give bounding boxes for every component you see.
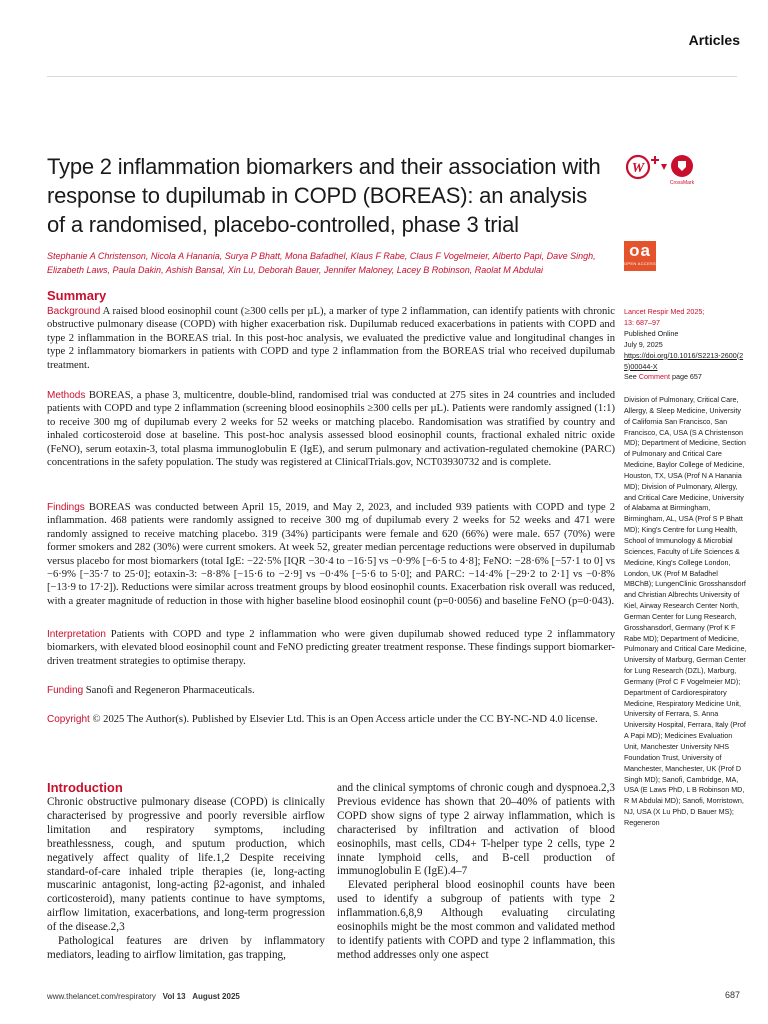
page-number: 687 [724,990,740,1000]
abstract-funding [47,684,615,697]
comment-link[interactable]: Comment [638,372,670,382]
funding-label: Funding [47,685,84,696]
see-suffix: page 657 [669,372,702,382]
journal-volume: 13: 687–97 [624,317,660,327]
copyright-text: © 2025 The Author(s). Published by Elsevier Ltd. This is an Open Access article under the CC BY-NC-ND 4.0 license. [89,714,598,725]
crossmark-icon[interactable] [624,152,700,186]
copyright-label: Copyright [47,714,90,725]
intro-paragraph: Pathological features are driven by inflammatory mediators, leading to airflow limitation, gas trapping, [47,935,325,961]
introduction-column-right [337,782,615,963]
footer-volume: Vol 13 [162,992,186,1001]
abstract-background [47,305,615,372]
abstract-interpretation [47,628,615,668]
introduction-heading: Introduction [47,780,123,795]
intro-paragraph: and the clinical symptoms of chronic cough and dyspnoea.2,3 Previous evidence has shown that 20–40% of patients with COPD show signs of type 2 airway inflammation, which is characterised by infiltration and activation of blood eosinophils, mast cells, CD4+ T-helper type 2 cells, type 2 innate lymphoid cells, and B-cell production of immunoglobulin E (IgE).4–7 [337,782,615,878]
footer-citation [47,992,240,1001]
background-label: Background [47,306,101,317]
findings-label: Findings [47,502,85,513]
publication-info [624,307,744,383]
header-rule [47,76,737,77]
article-title: Type 2 inflammation biomarkers and their association with response to dupilumab in COPD (BOREAS): an analysis of a randomised, placebo-controlled, phase 3 trial [47,154,601,237]
interpretation-label: Interpretation [47,629,106,640]
findings-text: BOREAS was conducted between April 15, 2019, and May 2, 2023, and included 939 patients with COPD and type 2 inflammation. 468 patients were randomly assigned to receive 300 mg of dupilumab every 2 weeks for 52 weeks and 471 were randomly assigned to receive matching placebo. 319 (34%) participants were female and 620 (66%) were male. 657 (70%) were former smokers and 282 (30%) were current smokers. At week 52, greater median percentage reductions were observed in dupilumab versus placebo for most biomarkers (total IgE: −22·5% [IQR −30·4 to −16·5] vs −0·9% [−6·5 to 4·8]; FeNO: −28·6% [−57·1 to 0] vs −6·9% [−35·7 to 25·0]; eotaxin-3: −8·8% [−15·6 to −2·9] vs −0·4% [−5·6 to 5·0]; and PARC: −14·4% [−29·2 to 2·1] vs −0·8% [−13·9 to 17·2]). Reductions were similar across treatment groups by blood eosinophil counts. Exacerbation risk overall was reduced, with a greater magnitude of reduction in those with higher baseline blood eosinophil count (p=0·0056) and baseline FeNO (p=0·043). [47,502,615,607]
intro-paragraph: Chronic obstructive pulmonary disease (COPD) is clinically characterised by progressive and poorly reversible airflow limitation and respiratory symptoms, including breathlessness, cough, and sputum production, which negatively affect quality of life.1,2 Despite receiving standard-of-care inhaled triple therapies (ie, long-acting muscarinic antagonist, long-acting β2-agonist, and inhaled corticosteroid), many patients continue to have symptoms, airflow limitation, exacerbations, and long-term progression of the disease.2,3 [47,796,325,934]
see-prefix: See [624,372,639,382]
abstract-methods [47,389,615,469]
open-access-mark: oa [629,241,651,260]
section-label: Articles [688,32,740,48]
published-date: July 9, 2025 [624,339,663,349]
abstract-copyright [47,713,615,726]
summary-heading: Summary [47,288,107,303]
introduction-column-left [47,796,325,963]
methods-text: BOREAS, a phase 3, multicentre, double-blind, randomised trial was conducted at 275 sites in 24 countries and included patients with COPD and type 2 inflammation (screening blood eosinophils ≥300 cells per µL). Patients were randomly assigned (1:1) to receive 300 mg of dupilumab every 2 weeks for 52 weeks or matching placebo. Randomisation was stratified by country and inhaled corticosteroid dose at baseline. This post-hoc analysis assessed blood eosinophil counts, fractional exhaled nitric oxide (FeNO), serum eotaxin-3, total plasma immunoglobulin E (IgE), and serum pulmonary and activation-regulated chemokine (PARC) concentrations in the safety population. The study was registered at ClinicalTrials.gov, NCT03930732 and is complete. [47,390,615,469]
svg-text:W: W [631,161,645,176]
footer-url[interactable]: www.thelancet.com/respiratory [47,992,156,1001]
doi-link[interactable]: https://doi.org/10.1016/S2213-2600(25)00044-X [624,350,744,371]
published-label: Published Online [624,328,679,338]
article-badges [624,152,700,186]
footer-date: August 2025 [192,992,240,1001]
affiliations: Division of Pulmonary, Critical Care, Allergy, & Sleep Medicine, University of California San Francisco, San Francisco, CA, USA (S A Christenson MD); Department of Medicine, Section of Pulmonary and Critical Care Medicine, Baylor College of Medicine, Houston, TX, USA (Prof N A Hanania MD); Division of Pulmonary, Allergy, and Critical Care Medicine, University of Alabama at Birmingham, Birmingham, AL, USA (Prof S P Bhatt MD); King's Centre for Lung Health, School of Immunology & Microbial Sciences, Faculty of Life Sciences & Medicine, King's College London, London, UK (Prof M Bafadhel MBChB); LungenClinic Grosshansdorf and Christian Albrechts University of Kiel, Airway Research Center North, German Center for Lung Research, Grosshansdorf, Germany (Prof K F Rabe MD); Department of Medicine, Pulmonary and Critical Care Medicine, University of Marburg, German Center for Lung Research (DZL), Marburg, Germany (Prof C F Vogelmeier MD); Department of Cardiorespiratory Medicine, Respiratory Medicine Unit, University of Ferrara, S. Anna University Hospital, Ferrara, Italy (Prof A Papi MD); Medicines Evaluation Unit, Manchester University NHS Foundation Trust, University of Manchester, Manchester, UK (Prof D Singh MD); Sanofi, Cambridge, MA, USA (E Laws PhD, L B Robinson MD, R M Abdulai MD); Sanofi, Morristown, NJ, USA (X Lu PhD, D Bauer MS); Regeneron [624,395,747,827]
abstract-findings [47,501,615,608]
author-list: Stephanie A Christenson, Nicola A Hanania, Surya P Bhatt, Mona Bafadhel, Klaus F Rabe, Claus F Vogelmeier, Alberto Papi, Dave Singh, Elizabeth Laws, Paula Dakin, Ashish Bansal, Xin Lu, Deborah Bauer, Jennifer Maloney, Lacey B Robinson, Raolat M Abdulai [47,251,596,275]
journal-citation: Lancet Respir Med 2025; [624,307,705,316]
background-text: A raised blood eosinophil count (≥300 cells per µL), a marker of type 2 inflammation, can identify patients with chronic obstructive pulmonary disease (COPD) with higher exacerbation risk. Dupilumab reduced exacerbations in patients with COPD and type 2 inflammation in the BOREAS trial. In this post-hoc analysis, we evaluated the predictive value and longitudinal changes in type 2 inflammatory biomarkers in patients with COPD and type 2 inflammation from the BOREAS trial who received dupilumab treatment. [47,306,615,371]
methods-label: Methods [47,390,86,401]
open-access-badge [624,241,656,271]
funding-text: Sanofi and Regeneron Pharmaceuticals. [83,685,255,696]
open-access-caption: OPEN ACCESS [624,261,656,266]
svg-text:CrossMark: CrossMark [669,180,695,186]
intro-paragraph: Elevated peripheral blood eosinophil counts have been used to identify a subgroup of patients with type 2 inflammation.6,8,9 Although evaluating circulating eosinophils might be the most common and validated method to identify patients with COPD and type 2 inflammation, this method addresses only one aspect [337,879,615,961]
interpretation-text: Patients with COPD and type 2 inflammation who were given dupilumab showed reduced type 2 inflammatory biomarkers, with elevated blood eosinophil count and FeNO predicting greater treatment response. These findings support biomarker-driven treatment strategies to optimise therapy. [47,629,615,667]
see-comment [624,372,744,383]
